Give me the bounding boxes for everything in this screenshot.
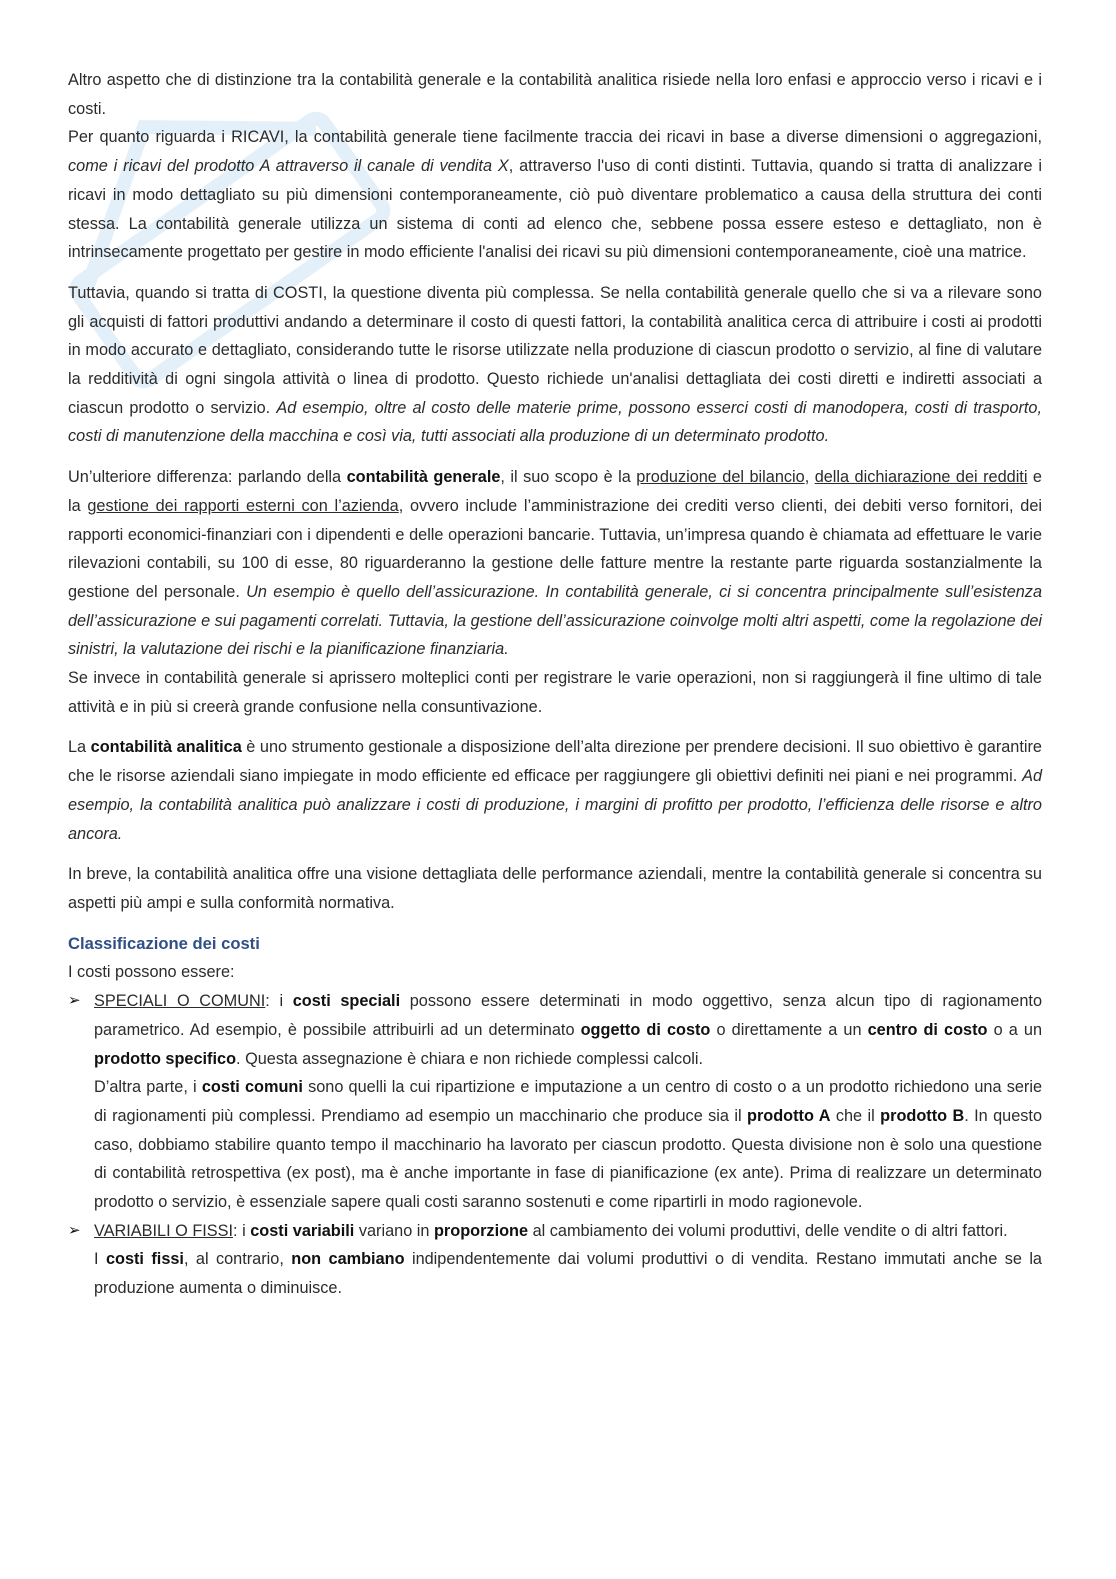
cost-classification-list bbox=[68, 987, 1042, 1303]
list-intro: I costi possono essere: bbox=[68, 963, 235, 982]
paragraph-contabilita-generale: Un’ulteriore differenza: parlando della contabilità generale, il suo scopo è la produzione del bilancio, della dichiarazione dei redditi e la gestione dei rapporti esterni con l’azienda, ovvero include l’amministrazione dei crediti verso clienti, dei debiti verso fornitori, dei rapporti economici-finanziari con i dipendenti e delle operazioni bancarie. Tuttavia, un’impresa quando è chiamata ad effettuare le varie rilevazioni contabili, su 100 di esse, 80 riguarderanno la gestione delle fatture mentre la restante parte riguarda sostanzialmente la gestione del personale. Un esempio è quello dell’assicurazione. In contabilità generale, ci si concentra principalmente sull’esistenza dell’assicurazione e sui pagamenti correlati. Tuttavia, la gestione dell’assicurazione coinvolge molti altri aspetti, come la regolazione dei sinistri, la valutazione dei rischi e la pianificazione finanziaria. bbox=[68, 468, 1042, 659]
list-item-speciali-comuni: ➢ SPECIALI O COMUNI: i costi speciali possono essere determinati in modo oggettivo, senza alcun tipo di ragionamento parametrico. Ad esempio, è possibile attribuirli ad un determinato oggetto di costo o direttamente a un centro di costo o a un prodotto specifico. Questa assegnazione è chiara e non richiede complessi calcoli. D’altra parte, i costi comuni sono quelli la cui ripartizione e imputazione a un centro di costo o a un prodotto richiedono una serie di ragionamenti più complessi. Prendiamo ad esempio un macchinario che produce sia il prodotto A che il prodotto B. In questo caso, dobbiamo stabilire quanto tempo il macchinario ha lavorato per ciascun prodotto. Questa divisione non è solo una questione di contabilità retrospettiva (ex post), ma è anche importante in fase di pianificazione (ex ante). Prima di realizzare un determinato prodotto o servizio, è essenziale sapere quali costi saranno sostenuti e come ripartirli in modo ragionevole. bbox=[68, 987, 1042, 1217]
example-italic: Ad esempio, oltre al costo delle materie prime, possono esserci costi di manodopera, costi di trasporto, costi di manutenzione della macchina e così via, tutti associati alla produzione di un determinato prodotto. bbox=[68, 398, 1042, 446]
paragraph-costi: Tuttavia, quando si tratta di COSTI, la questione diventa più complessa. Se nella contabilità generale quello che si va a rilevare sono gli acquisti di fattori produttivi andando a determinare il costo di questi fattori, la contabilità analitica cerca di attribuire i costi ai prodotti in modo accurato e dettagliato, considerando tutte le risorse utilizzate nella produzione di ciascun prodotto o servizio, al fine di valutare la redditività di ogni singola attività o linea di prodotto. Questo richiede un'analisi dettagliata dei costi diretti e indiretti associati a ciascun prodotto o servizio. Ad esempio, oltre al costo delle materie prime, possono esserci costi di manodopera, costi di trasporto, costi di manutenzione della macchina e così via, tutti associati alla produzione di un determinato prodotto. bbox=[68, 283, 1042, 446]
arrow-bullet-icon: ➢ bbox=[68, 1221, 81, 1239]
section-heading: Classificazione dei costi bbox=[68, 933, 260, 953]
example-italic: come i ricavi del prodotto A attraverso il canale di vendita X bbox=[68, 157, 509, 176]
example-italic: Un esempio è quello dell’assicurazione. In contabilità generale, ci si concentra principalmente sull’esistenza dell’assicurazione e sui pagamenti correlati. Tuttavia, la gestione dell’assicurazione coinvolge molti altri aspetti, come la regolazione dei sinistri, la valutazione dei rischi e la pianificazione finanziaria. bbox=[68, 582, 1042, 659]
paragraph-conti-multipli: Se invece in contabilità generale si aprissero molteplici conti per registrare le varie operazioni, non si raggiungerà il fine ultimo di tale attività e in più si creerà grande confusione nella consuntivazione. bbox=[68, 669, 1042, 716]
paragraph-contabilita-analitica: La contabilità analitica è uno strumento gestionale a disposizione dell’alta direzione per prendere decisioni. Il suo obiettivo è garantire che le risorse aziendali siano impiegate in modo efficiente ed efficace per raggiungere gli obiettivi definiti nei piani e nei programmi. Ad esempio, la contabilità analitica può analizzare i costi di produzione, i margini di profitto per prodotto, l’efficienza delle risorse e altro ancora. bbox=[68, 738, 1042, 843]
paragraph-intro: Altro aspetto che di distinzione tra la contabilità generale e la contabilità analitica risiede nella loro enfasi e approccio verso i ricavi e i costi. bbox=[68, 71, 1042, 118]
example-italic: Ad esempio, la contabilità analitica può analizzare i costi di produzione, i margini di profitto per prodotto, l’efficienza delle risorse e altro ancora. bbox=[68, 767, 1042, 843]
paragraph-ricavi: Per quanto riguarda i RICAVI, la contabilità generale tiene facilmente traccia dei ricavi in base a diverse dimensioni o aggregazioni, come i ricavi del prodotto A attraverso il canale di vendita X, attraverso l'uso di conti distinti. Tuttavia, quando si tratta di analizzare i ricavi in modo dettagliato su più dimensioni contemporaneamente, ciò può diventare problematico a causa della struttura dei conti stessa. La contabilità generale utilizza un sistema di conti ad elenco che, sebbene possa essere esteso e dettagliato, non è intrinsecamente progettato per gestire in modo efficiente l'analisi dei ricavi su più dimensioni contemporaneamente, cioè una matrice. bbox=[68, 128, 1043, 262]
arrow-bullet-icon: ➢ bbox=[68, 992, 81, 1010]
paragraph-in-breve: In breve, la contabilità analitica offre una visione dettagliata delle performance aziendali, mentre la contabilità generale si concentra su aspetti più ampi e sulla conformità normativa. bbox=[68, 865, 1042, 912]
document-page bbox=[68, 66, 1042, 1303]
list-item-variabili-fissi: ➢ VARIABILI O FISSI: i costi variabili variano in proporzione al cambiamento dei volumi produttivi, delle vendite o di altri fattori. I costi fissi, al contrario, non cambiano indipendentemente dai volumi produttivi o di vendita. Restano immutati anche se la produzione aumenta o diminuisce. bbox=[68, 1217, 1042, 1303]
